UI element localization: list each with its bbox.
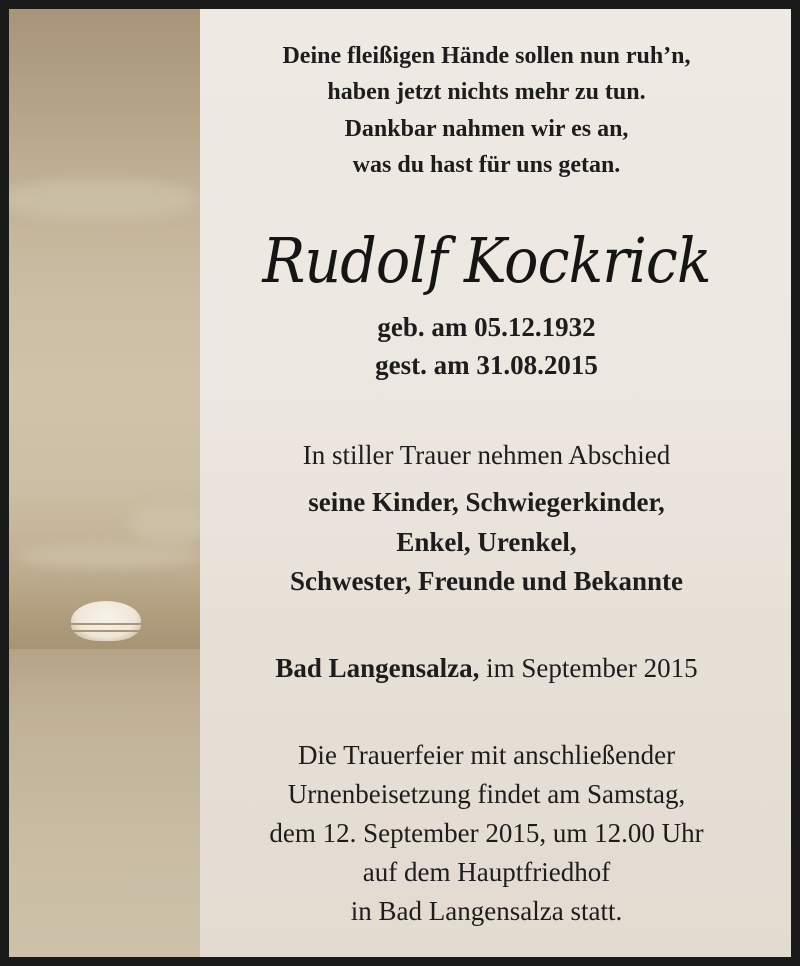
sun-stripe [69,630,143,632]
birth-date: geb. am 05.12.1932 [377,312,596,342]
place-date [191,653,782,684]
mourners-line-2: Enkel, Urenkel, [396,527,577,557]
poem-line-1: Deine fleißigen Hände sollen nun ruh’n, [282,43,691,69]
ceremony-line-5: in Bad Langensalza statt. [350,896,623,926]
poem-line-4: was du hast für uns getan. [352,152,621,178]
cloud [19,544,199,568]
poem-line-3: Dankbar nahmen wir es an, [344,116,629,142]
poem-line-2: haben jetzt nichts mehr zu tun. [327,79,646,105]
sun [71,601,141,641]
ceremony-line-4: auf dem Hauptfriedhof [362,857,611,887]
ceremony-line-1: Die Trauerfeier mit anschließender [297,740,676,770]
sunset-photo [9,9,200,957]
sun-stripe [69,623,143,625]
mourners-line-1: seine Kinder, Schwiegerkinder, [308,487,665,517]
ceremony-line-3: dem 12. September 2015, um 12.00 Uhr [269,818,704,848]
place: Bad Langensalza, [275,653,480,683]
deceased-name: Rudolf Kockrick [262,224,711,297]
cloud [9,179,199,219]
mourning-intro: In stiller Trauer nehmen Abschied [302,440,671,470]
date: im September 2015 [486,653,698,683]
ceremony-line-2: Urnenbeisetzung findet am Samstag, [287,779,686,809]
mourners-line-3: Schwester, Freunde und Bekannte [289,566,684,596]
sea [9,649,200,957]
death-date: gest. am 31.08.2015 [375,350,598,380]
